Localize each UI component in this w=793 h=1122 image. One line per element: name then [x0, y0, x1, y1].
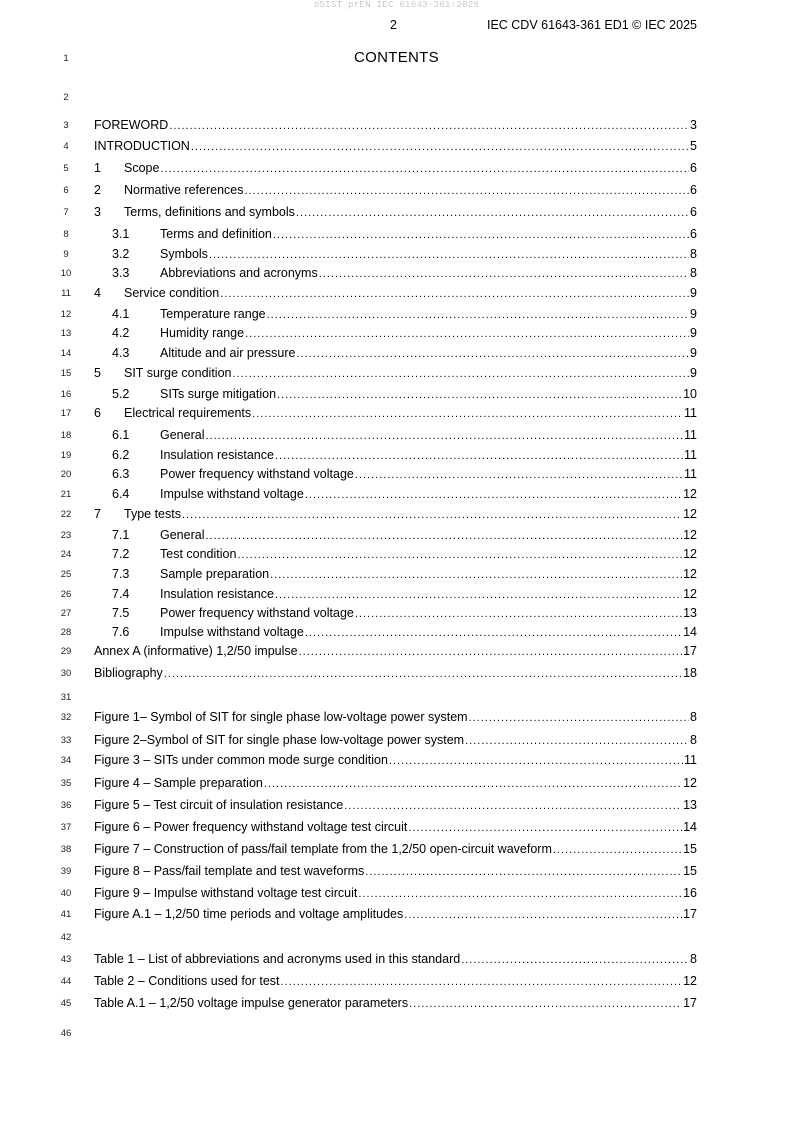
dot-leader [297, 346, 690, 362]
dot-leader [409, 996, 682, 1012]
dot-leader [252, 406, 683, 422]
entry-title: General [160, 428, 205, 442]
entry-title: Electrical requirements [124, 406, 252, 420]
entry-page-number: 9 [690, 307, 697, 321]
entry-page-number: 17 [683, 644, 697, 658]
entry-page-number: 17 [683, 996, 697, 1010]
entry-page-number: 9 [690, 366, 697, 380]
entry-page-number: 6 [690, 227, 697, 241]
line-number: 2 [63, 92, 69, 103]
dot-leader [270, 567, 682, 583]
page-number: 2 [390, 18, 397, 32]
line-number: 14 [60, 348, 72, 359]
toc-entry[interactable] [112, 566, 697, 583]
entry-page-number: 8 [690, 247, 697, 261]
line-number: 39 [60, 866, 72, 877]
dot-leader [344, 798, 682, 814]
line-number: 40 [60, 888, 72, 899]
dot-leader [355, 606, 682, 622]
dot-leader [205, 528, 682, 544]
entry-number: 6.1 [112, 428, 130, 442]
entry-title: Insulation resistance [160, 448, 274, 462]
toc-entry[interactable] [112, 605, 697, 622]
entry-number: 4 [94, 286, 101, 300]
entry-number: 5 [94, 366, 101, 380]
toc-entry[interactable] [112, 624, 697, 641]
entry-page-number: 16 [683, 886, 697, 900]
entry-title: Figure 4 – Sample preparation [94, 776, 263, 790]
entry-title: Figure 2–Symbol of SIT for single phase low-voltage power system [94, 733, 465, 747]
dot-leader [461, 952, 689, 968]
entry-page-number: 9 [690, 346, 697, 360]
toc-entry[interactable] [112, 427, 697, 444]
entry-title: Service condition [124, 286, 220, 300]
line-number: 38 [60, 844, 72, 855]
entry-page-number: 12 [683, 547, 697, 561]
table-entry[interactable] [94, 973, 697, 990]
entry-title: Figure 7 – Construction of pass/fail template from the 1,2/50 open-circuit waveform [94, 842, 552, 856]
line-number: 37 [60, 822, 72, 833]
entry-page-number: 6 [690, 183, 697, 197]
dot-leader [296, 205, 689, 221]
line-number: 34 [60, 755, 72, 766]
dot-leader [205, 428, 683, 444]
entry-number: 7.6 [112, 625, 130, 639]
line-number: 35 [60, 778, 72, 789]
dot-leader [281, 974, 683, 990]
line-number: 11 [61, 288, 71, 299]
toc-entry[interactable] [94, 405, 697, 422]
entry-title: Bibliography [94, 666, 163, 680]
entry-title: Insulation resistance [160, 587, 274, 601]
line-number: 18 [60, 430, 72, 441]
toc-entry[interactable] [112, 306, 697, 323]
line-number: 20 [60, 469, 72, 480]
dot-leader [365, 864, 682, 880]
entry-title: Table A.1 – 1,2/50 voltage impulse generator parameters [94, 996, 409, 1010]
entry-number: 6.2 [112, 448, 130, 462]
entry-title: Symbols [160, 247, 208, 261]
line-number: 42 [60, 932, 72, 943]
dot-leader [220, 286, 689, 302]
entry-page-number: 12 [683, 528, 697, 542]
line-number: 24 [60, 549, 72, 560]
line-number: 5 [63, 163, 69, 174]
toc-entry[interactable] [112, 325, 697, 342]
dot-leader [408, 820, 682, 836]
entry-page-number: 8 [690, 266, 697, 280]
toc-entry[interactable] [94, 117, 697, 134]
entry-number: 2 [94, 183, 101, 197]
entry-page-number: 12 [683, 507, 697, 521]
dot-leader [267, 307, 689, 323]
entry-title: General [160, 528, 205, 542]
dot-leader [182, 507, 682, 523]
line-number: 3 [63, 120, 69, 131]
watermark: oSIST prEN IEC 61643-361:2025 [313, 0, 480, 10]
line-row [0, 1026, 793, 1042]
entry-number: 7.1 [112, 528, 130, 542]
entry-number: 7.3 [112, 567, 130, 581]
line-number: 8 [63, 229, 69, 240]
entry-title: Impulse withstand voltage [160, 487, 304, 501]
entry-number: 4.2 [112, 326, 130, 340]
entry-number: 3.1 [112, 227, 130, 241]
dot-leader [245, 326, 689, 342]
toc-entry[interactable] [94, 160, 697, 177]
entry-page-number: 3 [690, 118, 697, 132]
toc-entry[interactable] [112, 486, 697, 503]
entry-number: 6.4 [112, 487, 130, 501]
entry-title: Table 1 – List of abbreviations and acronyms used in this standard [94, 952, 461, 966]
entry-page-number: 8 [690, 952, 697, 966]
line-number: 33 [60, 735, 72, 746]
dot-leader [245, 183, 690, 199]
entry-title: Power frequency withstand voltage [160, 467, 354, 481]
figure-entry[interactable] [94, 819, 697, 836]
line-number: 30 [60, 668, 72, 679]
table-entry[interactable] [94, 951, 697, 968]
dot-leader [232, 366, 689, 382]
dot-leader [169, 118, 689, 134]
toc-entry[interactable] [112, 527, 697, 544]
dot-leader [164, 666, 682, 682]
toc-entry[interactable] [94, 204, 697, 221]
entry-page-number: 11 [684, 467, 697, 481]
toc-entry[interactable] [94, 285, 697, 302]
figure-entry[interactable] [94, 775, 697, 792]
dot-leader [305, 625, 682, 641]
line-row [0, 930, 793, 946]
figure-entry[interactable] [94, 863, 697, 880]
entry-number: 4.3 [112, 346, 130, 360]
entry-page-number: 14 [683, 625, 697, 639]
entry-title: Sample preparation [160, 567, 270, 581]
entry-title: Humidity range [160, 326, 245, 340]
line-number: 1 [63, 53, 69, 64]
line-number: 16 [60, 389, 72, 400]
line-number: 12 [60, 309, 72, 320]
entry-number: 3 [94, 205, 101, 219]
line-number: 46 [60, 1028, 72, 1039]
figure-entry[interactable] [94, 797, 697, 814]
figure-entry[interactable] [94, 906, 697, 923]
entry-number: 4.1 [112, 307, 130, 321]
line-number: 22 [60, 509, 72, 520]
entry-number: 7.2 [112, 547, 130, 561]
figure-entry[interactable] [94, 732, 697, 749]
dot-leader [404, 907, 682, 923]
dot-leader [465, 733, 689, 749]
toc-entry[interactable] [94, 138, 697, 155]
line-number: 10 [60, 268, 72, 279]
dot-leader [191, 139, 689, 155]
entry-page-number: 6 [690, 161, 697, 175]
figure-entry[interactable] [94, 841, 697, 858]
line-number: 15 [60, 368, 72, 379]
entry-page-number: 12 [683, 974, 697, 988]
entry-title: Type tests [124, 507, 181, 521]
entry-title: Abbreviations and acronyms [160, 266, 318, 280]
entry-page-number: 11 [684, 428, 697, 442]
entry-number: 1 [94, 161, 101, 175]
dot-leader [273, 227, 689, 243]
entry-title: Terms, definitions and symbols [124, 205, 295, 219]
entry-page-number: 13 [683, 798, 697, 812]
entry-number: 3.2 [112, 247, 130, 261]
toc-entry[interactable] [112, 226, 697, 243]
entry-title: Figure 5 – Test circuit of insulation resistance [94, 798, 344, 812]
entry-page-number: 18 [683, 666, 697, 680]
line-number: 29 [60, 646, 72, 657]
dot-leader [277, 387, 682, 403]
entry-title: Annex A (informative) 1,2/50 impulse [94, 644, 298, 658]
entry-title: Terms and definition [160, 227, 272, 241]
entry-number: 7.4 [112, 587, 130, 601]
toc-entry[interactable] [94, 665, 697, 682]
entry-title: Figure 9 – Impulse withstand voltage test circuit [94, 886, 358, 900]
table-entry[interactable] [94, 995, 697, 1012]
entry-title: Figure 8 – Pass/fail template and test waveforms [94, 864, 365, 878]
entry-title: Figure 3 – SITs under common mode surge condition [94, 753, 388, 767]
line-number: 17 [60, 408, 72, 419]
line-number: 43 [60, 954, 72, 965]
line-number: 23 [60, 530, 72, 541]
line-number: 19 [60, 450, 72, 461]
toc-entry[interactable] [94, 182, 697, 199]
entry-title: Test condition [160, 547, 237, 561]
toc-entry[interactable] [112, 386, 697, 403]
entry-title: Temperature range [160, 307, 266, 321]
entry-page-number: 8 [690, 710, 697, 724]
entry-number: 3.3 [112, 266, 130, 280]
dot-leader [553, 842, 682, 858]
line-number: 31 [60, 692, 72, 703]
line-number: 9 [63, 249, 69, 260]
line-number: 45 [60, 998, 72, 1009]
toc-entry[interactable] [112, 345, 697, 362]
toc-entry[interactable] [112, 447, 697, 464]
dot-leader [209, 247, 689, 263]
entry-title: SITs surge mitigation [160, 387, 277, 401]
entry-page-number: 11 [684, 406, 697, 420]
figure-entry[interactable] [94, 709, 697, 726]
line-number: 4 [63, 141, 69, 152]
entry-number: 6.3 [112, 467, 130, 481]
figure-entry[interactable] [94, 885, 697, 902]
entry-title: INTRODUCTION [94, 139, 190, 153]
line-number: 27 [60, 608, 72, 619]
dot-leader [469, 710, 689, 726]
entry-title: Figure 1– Symbol of SIT for single phase low-voltage power system [94, 710, 468, 724]
entry-page-number: 12 [683, 487, 697, 501]
entry-title: SIT surge condition [124, 366, 232, 380]
toc-entry[interactable] [112, 546, 697, 563]
dot-leader [275, 448, 683, 464]
entry-page-number: 10 [683, 387, 697, 401]
entry-page-number: 12 [683, 567, 697, 581]
line-number: 25 [60, 569, 72, 580]
dot-leader [237, 547, 682, 563]
line-number: 32 [60, 712, 72, 723]
toc-entry[interactable] [112, 265, 697, 282]
dot-leader [355, 467, 683, 483]
entry-page-number: 12 [683, 587, 697, 601]
entry-page-number: 15 [683, 864, 697, 878]
line-number: 26 [60, 589, 72, 600]
entry-page-number: 9 [690, 326, 697, 340]
dot-leader [358, 886, 682, 902]
dot-leader [319, 266, 689, 282]
entry-page-number: 6 [690, 205, 697, 219]
entry-page-number: 11 [684, 753, 697, 767]
dot-leader [264, 776, 682, 792]
toc-entry[interactable] [94, 506, 697, 523]
entry-title: Figure 6 – Power frequency withstand voltage test circuit [94, 820, 408, 834]
entry-page-number: 11 [684, 448, 697, 462]
entry-title: Figure A.1 – 1,2/50 time periods and voltage amplitudes [94, 907, 404, 921]
entry-number: 6 [94, 406, 101, 420]
entry-title: Impulse withstand voltage [160, 625, 304, 639]
line-number: 44 [60, 976, 72, 987]
entry-page-number: 5 [690, 139, 697, 153]
line-row [0, 51, 793, 67]
line-row [0, 690, 793, 706]
entry-title: Scope [124, 161, 160, 175]
line-number: 41 [60, 909, 72, 920]
entry-title: Power frequency withstand voltage [160, 606, 354, 620]
entry-title: Normative references [124, 183, 244, 197]
entry-page-number: 9 [690, 286, 697, 300]
entry-number: 7.5 [112, 606, 130, 620]
toc-entry[interactable] [112, 246, 697, 263]
line-number: 13 [60, 328, 72, 339]
dot-leader [275, 587, 682, 603]
dot-leader [305, 487, 682, 503]
entry-page-number: 15 [683, 842, 697, 856]
figure-entry[interactable] [94, 752, 697, 769]
entry-number: 7 [94, 507, 101, 521]
entry-page-number: 17 [683, 907, 697, 921]
line-row [0, 90, 793, 106]
entry-page-number: 13 [683, 606, 697, 620]
entry-page-number: 14 [683, 820, 697, 834]
toc-entry[interactable] [112, 586, 697, 603]
toc-entry[interactable] [112, 466, 697, 483]
dot-leader [389, 753, 683, 769]
line-number: 6 [63, 185, 69, 196]
dot-leader [160, 161, 689, 177]
toc-entry[interactable] [94, 365, 697, 382]
entry-page-number: 8 [690, 733, 697, 747]
document-header-title: IEC CDV 61643-361 ED1 © IEC 2025 [486, 18, 697, 32]
toc-entry[interactable] [94, 643, 697, 660]
line-number: 21 [60, 489, 72, 500]
contents-title: CONTENTS [354, 49, 439, 66]
entry-title: Table 2 – Conditions used for test [94, 974, 280, 988]
entry-title: FOREWORD [94, 118, 169, 132]
line-number: 28 [60, 627, 72, 638]
entry-number: 5.2 [112, 387, 130, 401]
entry-title: Altitude and air pressure [160, 346, 296, 360]
dot-leader [299, 644, 683, 660]
line-number: 36 [60, 800, 72, 811]
line-number: 7 [63, 207, 69, 218]
entry-page-number: 12 [683, 776, 697, 790]
